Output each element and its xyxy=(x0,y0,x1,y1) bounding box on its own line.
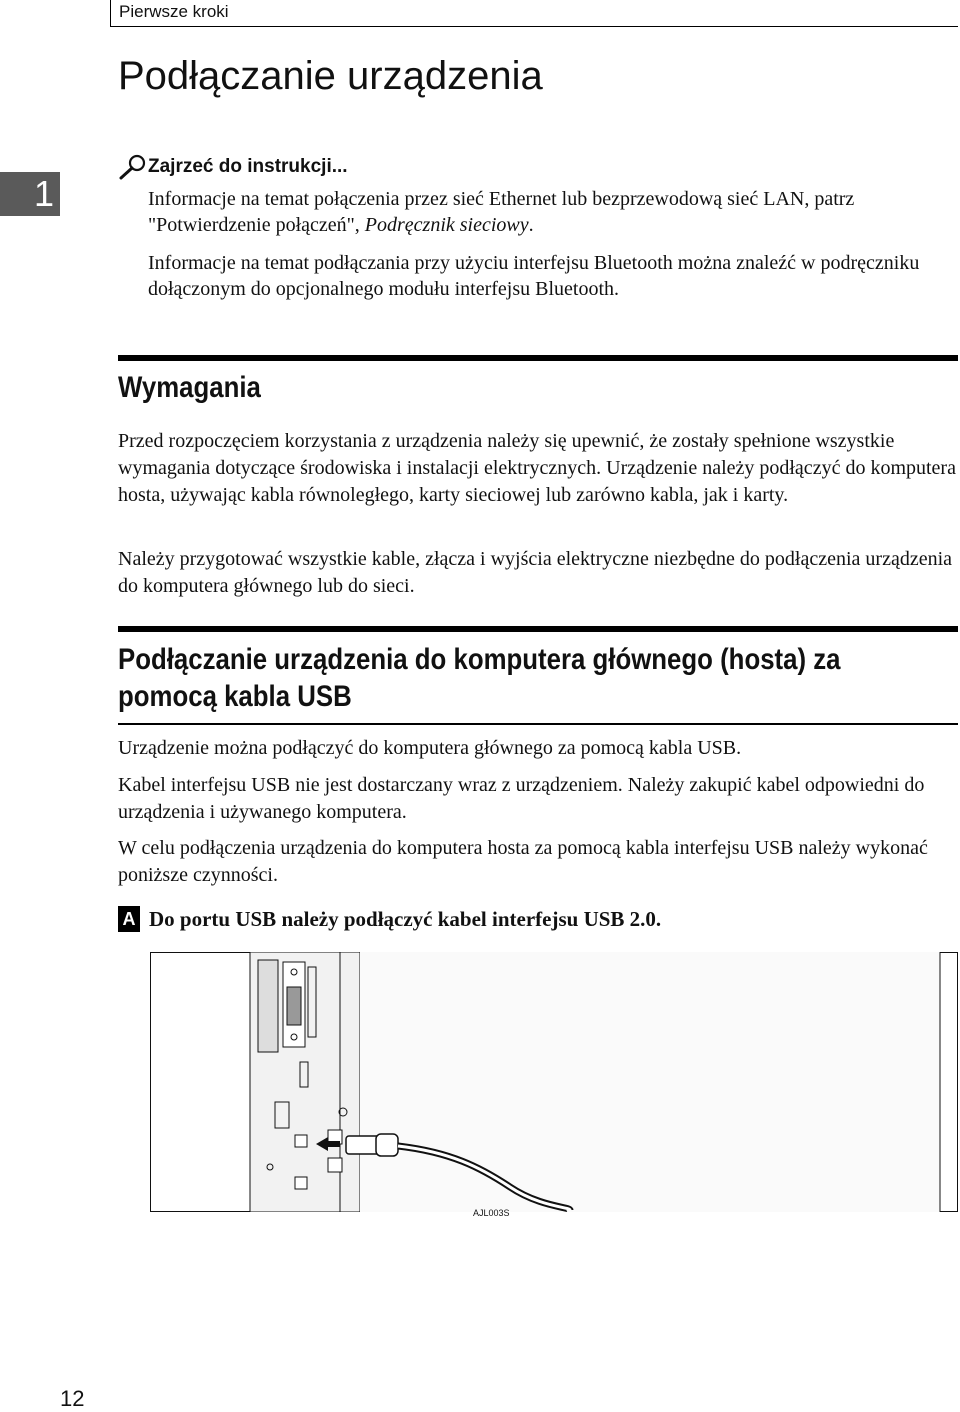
figure-code: AJL003S xyxy=(473,1208,510,1218)
header-divider-vertical xyxy=(110,0,111,27)
chapter-tab xyxy=(0,172,60,216)
usb-section-heading-line-1: Podłączanie urządzenia do komputera głównego (hosta) za xyxy=(118,643,841,676)
usb-paragraph-3: W celu podłączenia urządzenia do komputera hosta za pomocą kabla interfejsu USB należy wykonać poniższe czynności. xyxy=(118,837,928,886)
reference-paragraph-2: Informacje na temat podłączania przy użyciu interfejsu Bluetooth można znaleźć w podręczniku dołączonym do opcjonalnego modułu interfejsu Bluetooth. xyxy=(148,252,920,300)
chapter-number: 1 xyxy=(34,173,55,214)
reference-paragraph-1: Informacje na temat połączenia przez sieć Ethernet lub bezprzewodową sieć LAN, patrz "Potwierdzenie połączeń", Podręcznik sieciowy. xyxy=(148,188,855,236)
section-rule xyxy=(118,626,958,632)
step-1-text: Do portu USB należy podłączyć kabel interfejsu USB 2.0. xyxy=(149,907,662,931)
usb-paragraph-2: Kabel interfejsu USB nie jest dostarczany wraz z urządzeniem. Należy zakupić kabel odpowiedni do urządzenia i używanego komputera. xyxy=(118,774,925,823)
section-rule xyxy=(118,355,958,361)
running-header: Pierwsze kroki xyxy=(119,2,229,21)
manual-reference: Podręcznik sieciowy xyxy=(364,214,529,236)
usb-section-heading-line-2: pomocą kabla USB xyxy=(118,680,352,713)
usb-connection-illustration xyxy=(150,952,958,1212)
header-rule xyxy=(110,26,958,27)
heading-underline xyxy=(118,723,958,725)
step-badge: A xyxy=(118,906,140,932)
requirements-paragraph-2: Należy przygotować wszystkie kable, złącza i wyjścia elektryczne niezbędne do podłączenia urządzenia do komputera głównego lub do sieci. xyxy=(118,548,953,597)
requirements-paragraph-1: Przed rozpoczęciem korzystania z urządzenia należy się upewnić, że zostały spełnione wszystkie wymagania dotyczące środowiska i instalacji elektrycznych. Urządzenie należy podłączyć do komputera hosta, używając kabla równoległego, karty sieciowej lub zarówno kabla, jak i karty. xyxy=(118,430,956,506)
page-title: Podłączanie urządzenia xyxy=(118,54,543,98)
reference-title: Zajrzeć do instrukcji... xyxy=(148,156,348,177)
requirements-heading: Wymagania xyxy=(118,371,261,404)
usb-paragraph-1: Urządzenie można podłączyć do komputera głównego za pomocą kabla USB. xyxy=(118,737,742,759)
magnifier-icon xyxy=(118,153,148,181)
page-number: 12 xyxy=(60,1386,85,1411)
